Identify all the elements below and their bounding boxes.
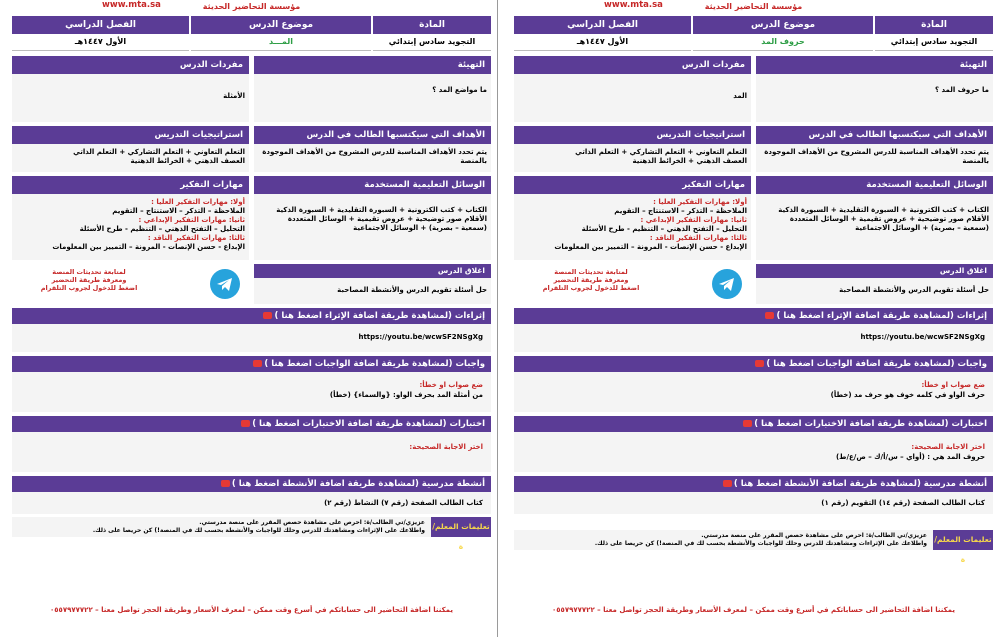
skills-header: مهارات التفكير (12, 176, 249, 194)
skills-line-4: التحليل – التفتح الذهني – التنظيم - طرح الأسئلة (79, 225, 245, 233)
intro-header: التهيئة (756, 56, 993, 74)
enrichment-section (514, 308, 993, 352)
topic-header: موضوع الدرس (693, 16, 873, 34)
telegram-icon (210, 269, 240, 299)
subject-value: التجويد سادس إبتدائي (373, 34, 491, 51)
youtube-icon[interactable] (221, 480, 230, 487)
topic-header: موضوع الدرس (191, 16, 371, 34)
telegram-icon (712, 269, 742, 299)
activities-header-text: أنشطة مدرسية (لمشاهدة طريقة اضافة الأنشطة اضغط هنا ) (231, 479, 485, 489)
teacher-notes (12, 517, 491, 551)
tests-header[interactable] (514, 416, 993, 432)
homework-question: ضع صواب او خطأ: (419, 381, 483, 389)
activities-header[interactable] (514, 476, 993, 492)
tests-question: اختر الاجابة الصحيحة: (409, 443, 483, 451)
teacher-notes-text: عزيزي/تي الطالب/ة: احرص على مشاهدة حصص المقرر على منصة مدرستي. واطلاعك على الإثراءات ومشاهدتك للدرس وحلك للواجبات والأنشطة بحسب لك في المنصة!) كن حريصا على ذلك. (92, 519, 425, 534)
goals-header: الأهداف التي سيكتسبها الطالب في الدرس (756, 126, 993, 144)
topic-value: المـــد (191, 34, 371, 51)
enrichment-header-text: إثراءات (لمشاهدة طريقة اضافة الإثراء اضغط هنا ) (274, 311, 485, 321)
youtube-icon[interactable] (755, 360, 764, 367)
closing-text: حل أسئلة تقويم الدرس والأنشطة المصاحبة (839, 286, 989, 294)
goals-box (756, 126, 993, 172)
vocab-header: مفردات الدرس (12, 56, 249, 74)
closing-text: حل أسئلة تقويم الدرس والأنشطة المصاحبة (337, 286, 487, 294)
youtube-icon[interactable] (743, 420, 752, 427)
tests-body (514, 432, 993, 466)
term-value: الأول ١٤٤٧هـ (514, 34, 691, 51)
tests-body (12, 432, 491, 456)
org-title: مؤسسة التحاضير الحديثة (202, 2, 301, 11)
intro-text: ما مواضع المد ؟ (432, 86, 487, 94)
homework-section (514, 356, 993, 412)
info-table (12, 16, 491, 52)
skills-line-1: أولا: مهارات التفكير العليا : (653, 198, 747, 206)
enrichment-header-text: إثراءات (لمشاهدة طريقة اضافة الإثراء اضغط هنا ) (776, 311, 987, 321)
homework-section (12, 356, 491, 412)
term-header: الفصل الدراسي (514, 16, 691, 34)
tests-question: اختر الاجابة الصحيحة: (911, 443, 985, 451)
youtube-icon[interactable] (723, 480, 732, 487)
teacher-notes-header: تعليمات المعلم/ة (933, 530, 993, 550)
skills-text (518, 198, 747, 258)
closing-header: اغلاق الدرس (756, 264, 993, 278)
skills-line-3: ثانيا: مهارات التفكير الإبداعي : (138, 216, 245, 224)
goals-box (254, 126, 491, 172)
info-table (514, 16, 993, 52)
homework-body (12, 372, 491, 404)
youtube-icon[interactable] (253, 360, 262, 367)
telegram-promo-text[interactable]: لمتابعة تحديثات المنصة ومعرفة طريقة التحضير اضغط للدخول لجروب التلقرام (40, 268, 138, 292)
vocab-text: الأمثلة (223, 92, 245, 100)
term-value: الأول ١٤٤٧هـ (12, 34, 189, 51)
skills-header: مهارات التفكير (514, 176, 751, 194)
strategies-text: التعلم التعاوني + التعلم التشاركي + التعلم الذاتي العصف الذهني + الخرائط الذهنية (73, 148, 245, 165)
subject-value: التجويد سادس إبتدائي (875, 34, 993, 51)
telegram-promo-text[interactable]: لمتابعة تحديثات المنصة ومعرفة طريقة التحضير اضغط للدخول لجروب التلقرام (542, 268, 640, 292)
vocab-header: مفردات الدرس (514, 56, 751, 74)
homework-header[interactable] (514, 356, 993, 372)
lesson-page-1 (12, 0, 491, 637)
telegram-button[interactable] (706, 268, 750, 300)
page-divider (497, 0, 498, 637)
teacher-notes (514, 530, 993, 564)
media-box (756, 176, 993, 260)
topic-value: حروف المد (693, 34, 873, 51)
media-box (254, 176, 491, 260)
homework-item: من أمثلة المد بحرف الواو: {والسماء} (خطأ) (329, 391, 483, 399)
vocab-box (514, 56, 751, 122)
media-header: الوسائل التعليمية المستخدمة (254, 176, 491, 194)
tests-header[interactable] (12, 416, 491, 432)
subject-header: المادة (373, 16, 491, 34)
activities-text: كتاب الطالب الصفحة (رقم ١٤) التقويم (رقم ١) (821, 499, 985, 507)
homework-item: حرف الواو في كلمه خوف هو حرف مد (خطأ) (830, 391, 985, 399)
homework-body (514, 372, 993, 404)
strategies-box (12, 126, 249, 172)
homework-header-text: واجبات (لمشاهدة طريقة اضافة الواجبات اضغط هنا ) (766, 359, 987, 369)
tests-section (12, 416, 491, 472)
goals-text: يتم تحدد الأهداف المناسبة للدرس المشروح من الأهداف الموجودة بالمنصة (262, 148, 487, 165)
activities-section (514, 476, 993, 514)
skills-text (16, 198, 245, 258)
goals-header: الأهداف التي سيكتسبها الطالب في الدرس (254, 126, 491, 144)
enrichment-link[interactable]: https://youtu.be/wcwSF2NSgXg (860, 333, 985, 341)
lesson-page-2 (514, 0, 993, 637)
homework-header[interactable] (12, 356, 491, 372)
media-text: الكتاب + كتب الكترونية + السبورة التقليدية + السبورة الذكية الأقلام صور توضيحية + عروض تقيمية + الوسائل المتعددة (سمعية – بصرية) + الوسائل الاجتماعية (778, 206, 989, 232)
telegram-button[interactable] (204, 268, 248, 300)
tests-answer: حروف المد هي : (أواي – س/أ/ك – ص/ع/ط) (835, 453, 985, 461)
closing-box (254, 264, 491, 304)
skills-line-5: ثالثا: مهارات التفكير الناقد : (147, 234, 245, 242)
activities-header-text: أنشطة مدرسية (لمشاهدة طريقة اضافة الأنشطة اضغط هنا ) (733, 479, 987, 489)
footer-contact: يمكننا اضافة التحاضير الى حساباتكم في أسرع وقت ممكن – لمعرف الأسعار وطريقة الحجز تواصل معنا – ٠٥٥٧٩٧٧٧٢٢ (50, 606, 453, 614)
strategies-box (514, 126, 751, 172)
activities-section (12, 476, 491, 514)
activities-text: كتاب الطالب الصفحة (رقم ٧) النشاط (رقم ٢) (324, 499, 483, 507)
footer-contact: يمكننا اضافة التحاضير الى حساباتكم في أسرع وقت ممكن – لمعرف الأسعار وطريقة الحجز تواصل معنا – ٠٥٥٧٩٧٧٧٢٢ (552, 606, 955, 614)
tests-header-text: اختبارات (لمشاهدة طريقة اضافة الاختبارات اضغط هنا ) (252, 419, 485, 429)
skills-line-2: الملاحظة – التذكر – الاستنتاج – التقويم (614, 207, 747, 215)
teacher-notes-text: عزيزي/تي الطالب/ة: احرص على مشاهدة حصص المقرر على منصة مدرستي. واطلاعك على الإثراءات ومشاهدتك للدرس وحلك للواجبات والأنشطة بحسب لك في المنصة!) كن حريصا على ذلك. (594, 532, 927, 547)
enrichment-header[interactable] (12, 308, 491, 324)
media-text: الكتاب + كتب الكترونية + السبورة التقليدية + السبورة الذكية الأقلام صور توضيحية + عروض تقيمية + الوسائل المتعددة (سمعية – بصرية) + الوسائل الاجتماعية (276, 206, 487, 232)
skills-line-6: الإبداع - حسن الإنصات - المرونة – التمييز بين المعلومات (554, 243, 747, 251)
strategies-header: استراتيجيات التدريس (514, 126, 751, 144)
intro-box (254, 56, 491, 122)
enrichment-link[interactable]: https://youtu.be/wcwSF2NSgXg (358, 333, 483, 341)
org-title: مؤسسة التحاضير الحديثة (704, 2, 803, 11)
skills-line-5: ثالثا: مهارات التفكير الناقد : (649, 234, 747, 242)
skills-box (514, 176, 751, 260)
intro-box (756, 56, 993, 122)
skills-line-6: الإبداع - حسن الإنصات - المرونة – التمييز بين المعلومات (52, 243, 245, 251)
homework-question: ضع صواب او خطأ: (921, 381, 985, 389)
skills-box (12, 176, 249, 260)
youtube-icon[interactable] (263, 312, 272, 319)
intro-text: ما حروف المد ؟ (935, 86, 989, 94)
closing-box (756, 264, 993, 304)
strategies-text: التعلم التعاوني + التعلم التشاركي + التعلم الذاتي العصف الذهني + الخرائط الذهنية (575, 148, 747, 165)
enrichment-section (12, 308, 491, 352)
tests-section (514, 416, 993, 472)
strategies-header: استراتيجيات التدريس (12, 126, 249, 144)
tests-header-text: اختبارات (لمشاهدة طريقة اضافة الاختبارات اضغط هنا ) (754, 419, 987, 429)
intro-header: التهيئة (254, 56, 491, 74)
activities-header[interactable] (12, 476, 491, 492)
term-header: الفصل الدراسي (12, 16, 189, 34)
enrichment-header[interactable] (514, 308, 993, 324)
youtube-icon[interactable] (765, 312, 774, 319)
closing-header: اغلاق الدرس (254, 264, 491, 278)
goals-text: يتم تحدد الأهداف المناسبة للدرس المشروح من الأهداف الموجودة بالمنصة (764, 148, 989, 165)
skills-line-2: الملاحظة – التذكر – الاستنتاج – التقويم (112, 207, 245, 215)
media-header: الوسائل التعليمية المستخدمة (756, 176, 993, 194)
skills-line-1: أولا: مهارات التفكير العليا : (151, 198, 245, 206)
vocab-box (12, 56, 249, 122)
skills-line-4: التحليل – التفتح الذهني – التنظيم - طرح الأسئلة (581, 225, 747, 233)
site-url[interactable]: www.mta.sa (604, 0, 663, 10)
skills-line-3: ثانيا: مهارات التفكير الإبداعي : (640, 216, 747, 224)
vocab-text: المد (733, 92, 747, 100)
homework-header-text: واجبات (لمشاهدة طريقة اضافة الواجبات اضغط هنا ) (264, 359, 485, 369)
site-url[interactable]: www.mta.sa (102, 0, 161, 10)
youtube-icon[interactable] (241, 420, 250, 427)
subject-header: المادة (875, 16, 993, 34)
teacher-notes-header: تعليمات المعلم/ة (431, 517, 491, 537)
